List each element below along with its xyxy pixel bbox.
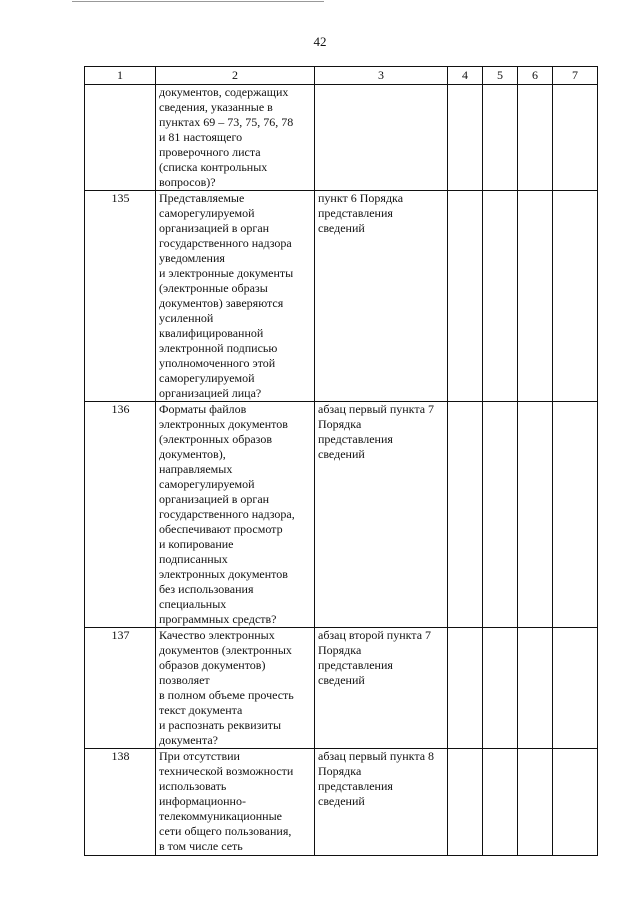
header-col-7: 7 [553, 67, 598, 85]
answer-cell-7[interactable] [553, 628, 598, 749]
answer-cell-7[interactable] [553, 85, 598, 191]
reference-cell: абзац первый пункта 7 Порядка представления сведений [315, 402, 448, 628]
answer-cell-6[interactable] [518, 402, 553, 628]
row-number: 138 [85, 749, 156, 856]
page-number: 42 [313, 34, 327, 49]
answer-cell-6[interactable] [518, 628, 553, 749]
answer-cell-6[interactable] [518, 85, 553, 191]
row-number: 136 [85, 402, 156, 628]
reference-cell: абзац второй пункта 7 Порядка представления сведений [315, 628, 448, 749]
answer-cell-5[interactable] [483, 85, 518, 191]
table-row [85, 85, 598, 191]
answer-cell-5[interactable] [483, 402, 518, 628]
question-cell: При отсутствии технической возможности использовать информационно- телекоммуникационные сети общего пользования, в том числе сеть [156, 749, 315, 856]
header-col-3: 3 [315, 67, 448, 85]
answer-cell-4[interactable] [448, 402, 483, 628]
answer-cell-5[interactable] [483, 628, 518, 749]
table-row [85, 191, 598, 402]
answer-cell-7[interactable] [553, 749, 598, 856]
answer-cell-5[interactable] [483, 749, 518, 856]
answer-cell-7[interactable] [553, 191, 598, 402]
checklist-table [84, 66, 598, 856]
answer-cell-6[interactable] [518, 749, 553, 856]
table-row [85, 628, 598, 749]
answer-cell-4[interactable] [448, 749, 483, 856]
header-col-5: 5 [483, 67, 518, 85]
table-row [85, 402, 598, 628]
answer-cell-5[interactable] [483, 191, 518, 402]
answer-cell-6[interactable] [518, 191, 553, 402]
header-col-4: 4 [448, 67, 483, 85]
question-cell: Представляемые саморегулируемой организацией в орган государственного надзора уведомления и электронные документы (электронные образы документов) заверяются усиленной квалифицированной электронной подписью уполномоченного этой саморегулируемой организацией лица? [156, 191, 315, 402]
answer-cell-4[interactable] [448, 628, 483, 749]
row-number: 137 [85, 628, 156, 749]
header-col-6: 6 [518, 67, 553, 85]
question-cell: Форматы файлов электронных документов (электронных образов документов), направляемых саморегулируемой организацией в орган государственного надзора, обеспечивают просмотр и копирование подписанных электронных документов без использования специальных программных средств? [156, 402, 315, 628]
reference-cell [315, 85, 448, 191]
header-row [85, 67, 598, 85]
top-rule [72, 1, 324, 2]
answer-cell-7[interactable] [553, 402, 598, 628]
reference-cell: пункт 6 Порядка представления сведений [315, 191, 448, 402]
header-col-2: 2 [156, 67, 315, 85]
table-row [85, 749, 598, 856]
header-col-1: 1 [85, 67, 156, 85]
answer-cell-4[interactable] [448, 85, 483, 191]
question-cell: Качество электронных документов (электронных образов документов) позволяет в полном объеме прочесть текст документа и распознать реквизиты документа? [156, 628, 315, 749]
row-number [85, 85, 156, 191]
question-cell: документов, содержащих сведения, указанные в пунктах 69 – 73, 75, 76, 78 и 81 настоящего проверочного листа (списка контрольных вопросов)? [156, 85, 315, 191]
row-number: 135 [85, 191, 156, 402]
answer-cell-4[interactable] [448, 191, 483, 402]
reference-cell: абзац первый пункта 8 Порядка представления сведений [315, 749, 448, 856]
